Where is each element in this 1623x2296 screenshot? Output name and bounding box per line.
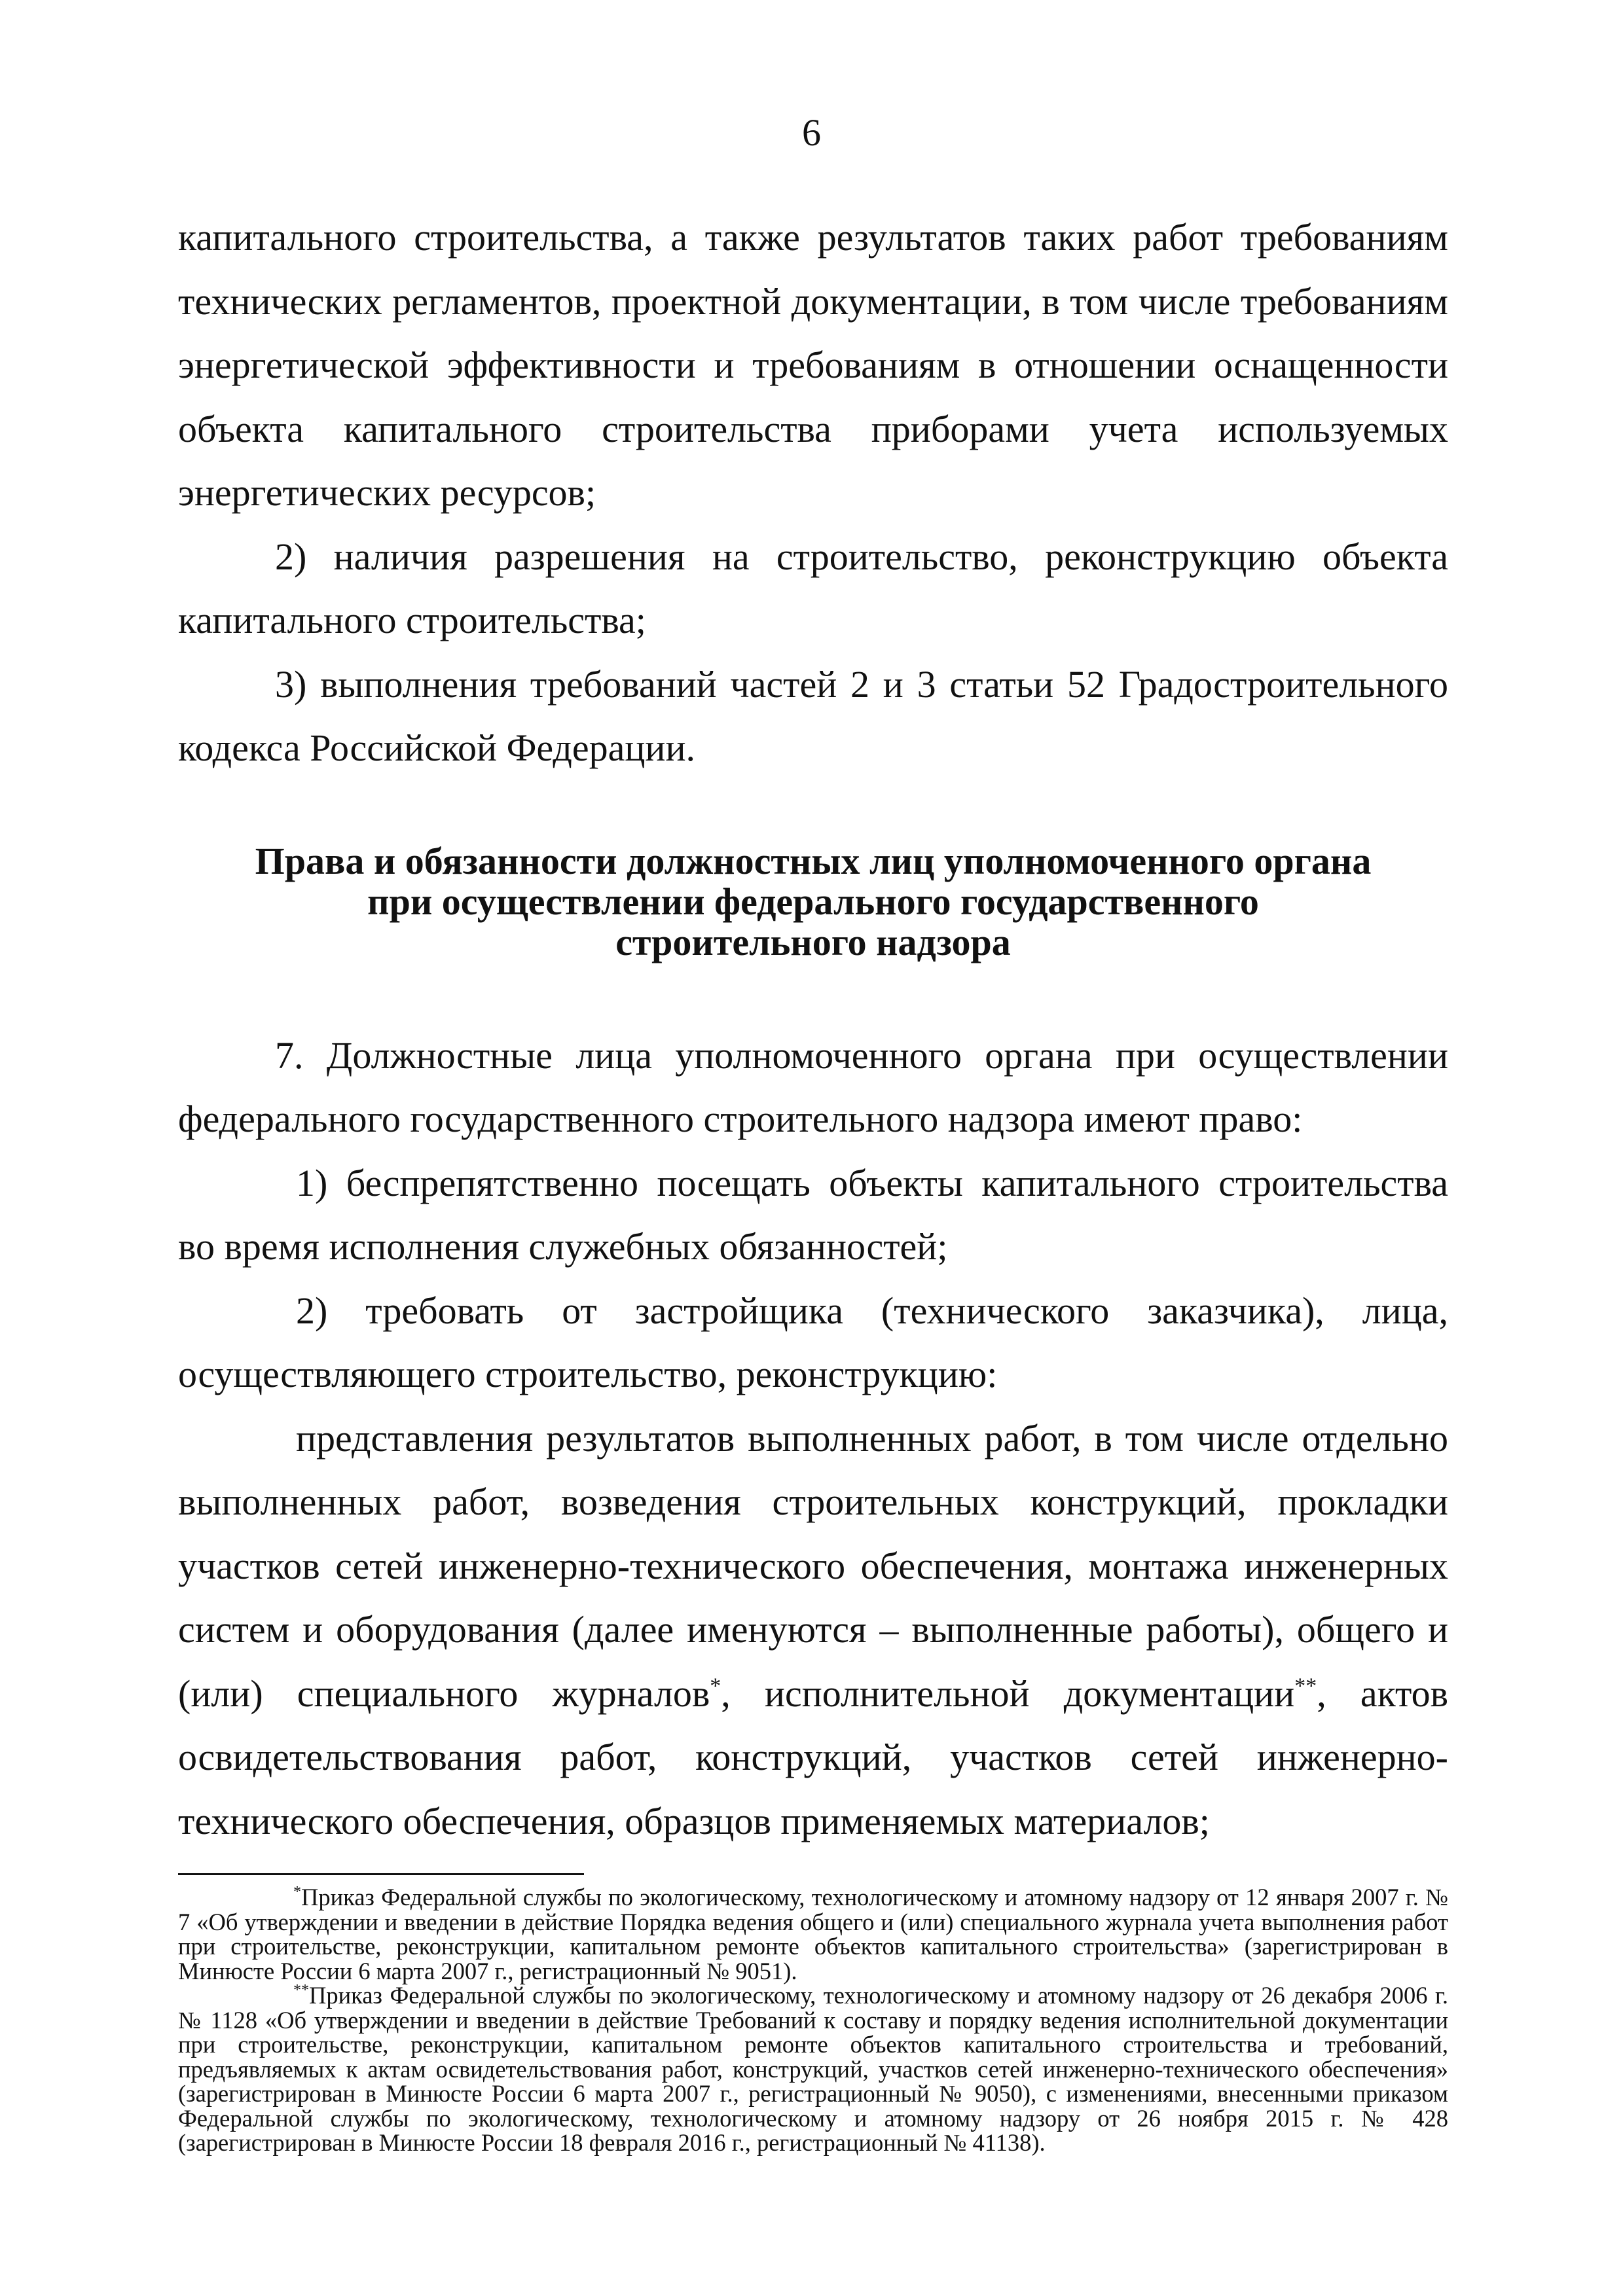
requirements-text-3: , актов освидетельствования работ, конструкций, участков сетей инженерно-технического обеспечения, образцов применяемых материалов; <box>178 1672 1448 1842</box>
footnote-2-marker: ** <box>293 1981 309 1999</box>
footnote-ref-2: ** <box>1294 1674 1317 1698</box>
footnote-1-text: Приказ Федеральной службы по экологическому, технологическому и атомному надзору от 12 января 2007 г. № 7 «Об утверждении и введении в действие Порядка ведения общего и (или) специального журнала учета выполнения работ при строительстве, реконструкции, капитальном ремонте объектов капитального строительства» (зарегистрирован в Минюсте России 6 марта 2007 г., регистрационный № 9051). <box>178 1884 1448 1984</box>
document-body <box>178 206 1448 1853</box>
footnotes <box>178 1885 1448 2155</box>
section-heading: Права и обязанности должностных лиц уполномоченного органа при осуществлении федерального государственного строительного надзора <box>255 839 1372 963</box>
list-item-2b: 2) требовать от застройщика (технического заказчика), лица, осуществляющего строительство, реконструкцию: <box>178 1289 1448 1395</box>
paragraph-continuation: капитального строительства, а также результатов таких работ требованиям технических регламентов, проектной документации, в том числе требованиям энергетической эффективности и требованиям в отношении оснащенности объекта капитального строительства приборами учета используемых энергетических ресурсов; <box>178 216 1448 514</box>
requirements-text-1: представления результатов выполненных работ, в том числе отдельно выполненных работ, возведения строительных конструкций, прокладки участков сетей инженерно-технического обеспечения, монтажа инженерных систем и оборудования (далее именуются – выполненные работы), общего и (или) специального журналов <box>178 1416 1448 1715</box>
requirements-text-2: , исполнительной документации <box>721 1672 1295 1715</box>
footnote-separator <box>178 1873 584 1875</box>
footnote-ref-1: * <box>710 1674 721 1698</box>
paragraph-7: 7. Должностные лица уполномоченного органа при осуществлении федерального государственного строительного надзора имеют право: <box>178 1033 1448 1140</box>
footnote-2 <box>178 1983 1448 2155</box>
list-item-2: 2) наличия разрешения на строительство, реконструкцию объекта капитального строительства; <box>178 535 1448 641</box>
footnote-1-marker: * <box>293 1883 301 1901</box>
footnote-2-text: Приказ Федеральной службы по экологическому, технологическому и атомному надзору от 26 декабря 2006 г. № 1128 «Об утверждении и введении в действие Требований к составу и порядку ведения исполнительной документации при строительстве, реконструкции, капитальном ремонте объектов капитального строительства и требований, предъявляемых к актам освидетельствования работ, конструкций, участков сетей инженерно-технического обеспечения» (зарегистрирован в Минюсте России 6 марта 2007 г., регистрационный № 9050), с изменениями, внесенными приказом Федеральной службы по экологическому, технологическому и атомному надзору от 26 ноября 2015 г. № 428 (зарегистрирован в Минюсте России 18 февраля 2016 г., регистрационный № 41138). <box>178 1982 1448 2156</box>
footnote-1 <box>178 1885 1448 1983</box>
page-number: 6 <box>802 111 821 154</box>
list-item-1: 1) беспрепятственно посещать объекты капитального строительства во время исполнения служебных обязанностей; <box>178 1161 1448 1268</box>
list-item-3: 3) выполнения требований частей 2 и 3 статьи 52 Градостроительного кодекса Российской Федерации. <box>178 662 1448 769</box>
paragraph-requirements <box>178 1407 1448 1854</box>
